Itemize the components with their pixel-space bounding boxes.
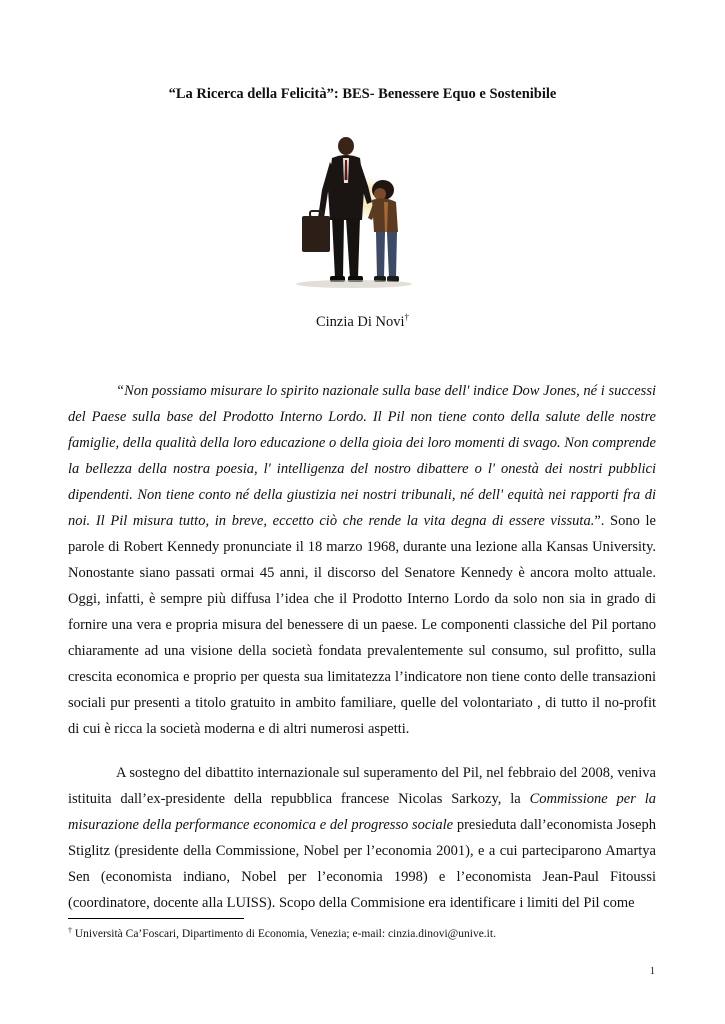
paragraph-stiglitz-commission bbox=[68, 760, 656, 916]
footnote-divider bbox=[68, 918, 244, 919]
footnote-text: Università Ca’Foscari, Dipartimento di Economia, Venezia; e-mail: cinzia.dinovi@unive.it. bbox=[72, 928, 496, 940]
page-number: 1 bbox=[650, 966, 655, 977]
author-text: Cinzia Di Novi bbox=[315, 314, 405, 330]
author-name bbox=[0, 312, 725, 331]
paragraph-2-text-a: A sostegno del dibattito internazionale sul superamento del Pil, nel febbraio del 2008, veniva istituita dall’ex-presidente della repubblica francese Nicolas Sarkozy, la bbox=[68, 765, 656, 807]
illustration-father-and-son bbox=[288, 128, 426, 290]
paragraph-1-text: ”. Sono le parole di Robert Kennedy pronunciate il 18 marzo 1968, durante una lezione alla Kansas University. Nonostante siano passati ormai 45 anni, il discorso del Senatore Kennedy è ancora molto attuale. Oggi, infatti, è sempre più diffusa l’idea che il Prodotto Interno Lordo da solo non sia in grado di fornire una vera e propria misura del benessere di un paese. Le componenti classiche del Pil portano chiaramente ad una visione della società fondata prevalentemente sul consumo, sul profitto, sulla crescita economica e proprio per questa sua limitatezza l’indicatore non tiene conto delle transazioni sociali pur presenti a titolo gratuito in ambito familiare, quelle del volontariato , di tutto il no-profit di cui è ricca la società moderna e di altri numerosi aspetti. bbox=[68, 513, 656, 737]
paragraph-kennedy-quote bbox=[68, 378, 656, 742]
footnote bbox=[68, 924, 656, 941]
commission-name: Commissione per la misurazione della performance economica e del progresso sociale bbox=[68, 791, 657, 833]
kennedy-quote: “Non possiamo misurare lo spirito nazionale sulla base dell' indice Dow Jones, né i successi del Paese sulla base del Prodotto Interno Lordo. Il Pil non tiene conto della salute delle nostre famiglie, della qualità della loro educazione o della gioia dei loro momenti di svago. Non comprende la bellezza della nostra poesia, l' intelligenza del nostro dibattere o l' onestà dei nostri pubblici dipendenti. Non tiene conto né della giustizia nei nostri tribunali, né dell' equità nei rapporti fra di noi. Il Pil misura tutto, in breve, eccetto ciò che rende la vita degna di essere vissuta. bbox=[68, 383, 656, 529]
footnote-mark: † bbox=[68, 926, 72, 935]
document-title: “La Ricerca della Felicità”: BES- Benessere Equo e Sostenibile bbox=[168, 86, 557, 102]
paragraph-2-text-b: presieduta dall’economista Joseph Stiglitz (presidente della Commissione, Nobel per l’economia 2001), e a cui parteciparono Amartya Sen (economista indiano, Nobel per l’economia 1998) e l’economista Jean-Paul Fitoussi (coordinatore, docente alla LUISS). Scopo della Commisione era identificare i limiti del Pil come bbox=[68, 817, 656, 911]
author-footnote-mark: † bbox=[404, 312, 410, 322]
